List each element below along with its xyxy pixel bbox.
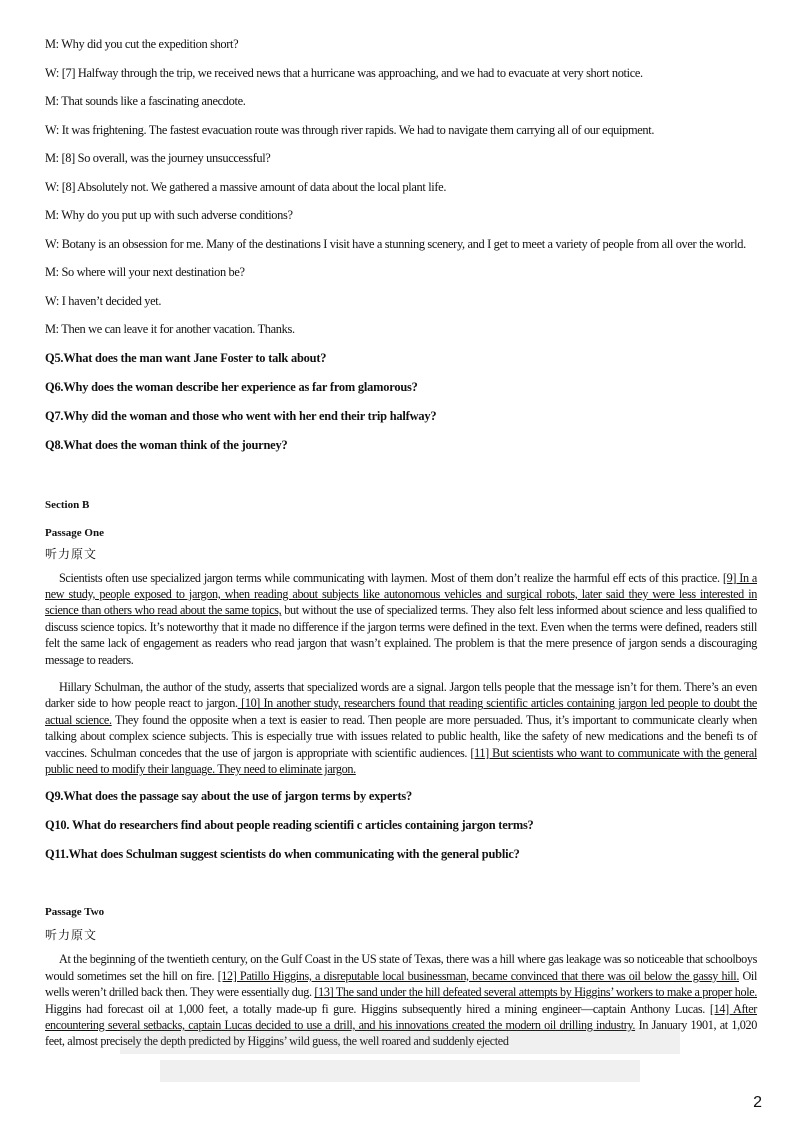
answer-underline: [9] In a new study, people exposed to jargon, when reading about subjects like autonomous vehicles and surgical robots, later said they were less interested in science than others who read about the same topics, bbox=[45, 570, 757, 618]
dialogue-line: M: So where will your next destination be? bbox=[45, 265, 245, 279]
answer-underline: [10] In another study, researchers found that reading scientific articles containing jargon led people to doubt the actual science. bbox=[45, 696, 757, 727]
dialogue-line: W: I haven’t decided yet. bbox=[45, 293, 162, 308]
dialogue-line: M: Why do you put up with such adverse conditions? bbox=[45, 208, 293, 222]
page-number: 2 bbox=[753, 1094, 762, 1111]
answer-underline: [14] After encountering several setbacks, captain Lucas decided to use a drill, and his innovations created the modern oil drilling industry. bbox=[45, 1001, 757, 1032]
transcript-label: 听力原文 bbox=[45, 928, 98, 943]
answer-underline: [13] The sand under the hill defeated several attempts by Higgins’ workers to make a proper hole. bbox=[314, 985, 757, 1000]
question: Q5.What does the man want Jane Foster to talk about? bbox=[45, 350, 327, 365]
dialogue-line: M: Then we can leave it for another vacation. Thanks. bbox=[45, 322, 295, 336]
questions-section-b bbox=[45, 788, 757, 862]
questions-section-a bbox=[45, 350, 757, 453]
answer-underline: [12] Patillo Higgins, a disreputable local businessman, became convinced that there was oil below the gassy hill. bbox=[217, 968, 740, 983]
dialogue-line: W: Botany is an obsession for me. Many of the destinations I visit have a stunning scenery, and I get to meet a variety of people from all over the world. bbox=[45, 236, 746, 251]
passage-paragraph: Scientists often use specialized jargon terms while communicating with laymen. Most of them don’t realize the harmful eff ects of this practice. [9] In a new study, people exposed to jargon, when reading about subjects like autonomous vehicles and surgical robots, later said they were less interested in science than others who read about the same topics, but without the use of specialized terms. They also felt less informed about science and less qualified to discuss science topics. It’s noteworthy that it made no difference if the jargon terms were defined in the text. Even when the terms were defined, readers still felt the same lack of engagement as readers who read jargon that wasn’t explained. The problem is that the mere presence of jargon sends a discouraging message to readers. bbox=[45, 570, 757, 667]
dialogue-line: M: [8] So overall, was the journey unsuccessful? bbox=[45, 151, 271, 165]
dialogue-line: W: It was frightening. The fastest evacuation route was through river rapids. We had to navigate them carrying all of our equipment. bbox=[45, 122, 655, 137]
dialogue bbox=[45, 36, 757, 337]
question: Q11.What does Schulman suggest scientists do when communicating with the general public? bbox=[45, 847, 520, 862]
answer-underline: [11] But scientists who want to communicate with the general public need to modify their language. They need to eliminate jargon. bbox=[45, 745, 757, 776]
document-page bbox=[45, 36, 757, 1061]
question: Q10. What do researchers find about people reading scientifi c articles containing jargon terms? bbox=[45, 818, 534, 833]
question: Q6.Why does the woman describe her experience as far from glamorous? bbox=[45, 379, 418, 394]
question: Q8.What does the woman think of the journey? bbox=[45, 437, 288, 452]
dialogue-line: W: [7] Halfway through the trip, we received news that a hurricane was approaching, and we had to evacuate at very short notice. bbox=[45, 65, 643, 80]
dialogue-line: M: That sounds like a fascinating anecdote. bbox=[45, 94, 246, 108]
dialogue-line: M: Why did you cut the expedition short? bbox=[45, 37, 239, 51]
passage-paragraph: Hillary Schulman, the author of the study, asserts that specialized words are a signal. Jargon tells people that the message isn’t for them. There’s an even darker side to how people react to jargon. [10] In another study, researchers found that reading scientific articles containing jargon led people to doubt the actual science. They found the opposite when a text is easier to read. Then people are more persuaded. Thus, it’s important to communicate clearly when talking about complex science subjects. This is especially true with issues related to public health, like the safety of new medications and the benefi ts of vaccines. Schulman concedes that the use of jargon is appropriate with scientific audiences. [11] But scientists who want to communicate with the general public need to modify their language. They need to eliminate jargon. bbox=[45, 679, 757, 776]
question: Q7.Why did the woman and those who went with her end their trip halfway? bbox=[45, 408, 437, 423]
dialogue-line: W: [8] Absolutely not. We gathered a massive amount of data about the local plant life. bbox=[45, 179, 447, 194]
passage-title: Passage Two bbox=[45, 906, 105, 919]
passage-paragraph: At the beginning of the twentieth century, on the Gulf Coast in the US state of Texas, there was a hill where gas leakage was so noticeable that schoolboys would sometimes set the hill on fire. [12] Patillo Higgins, a disreputable local businessman, became convinced that there was oil below the gassy hill. Oil wells weren’t drilled back then. They were essentially dug. [13] The sand under the hill defeated several attempts by Higgins’ workers to make a proper hole. Higgins had forecast oil at 1,000 feet, a totally made-up fi gure. Higgins subsequently hired a mining engineer—captain Anthony Lucas. [14] After encountering several setbacks, captain Lucas decided to use a drill, and his innovations created the modern oil drilling industry. In January 1901, at 1,020 feet, almost precisely the depth predicted by Higgins’ wild guess, the well roared and suddenly ejected bbox=[45, 952, 757, 1049]
transcript-label: 听力原文 bbox=[45, 546, 98, 561]
section-heading: Section B bbox=[45, 498, 90, 511]
question: Q9.What does the passage say about the use of jargon terms by experts? bbox=[45, 789, 413, 804]
passage-title: Passage One bbox=[45, 526, 104, 539]
